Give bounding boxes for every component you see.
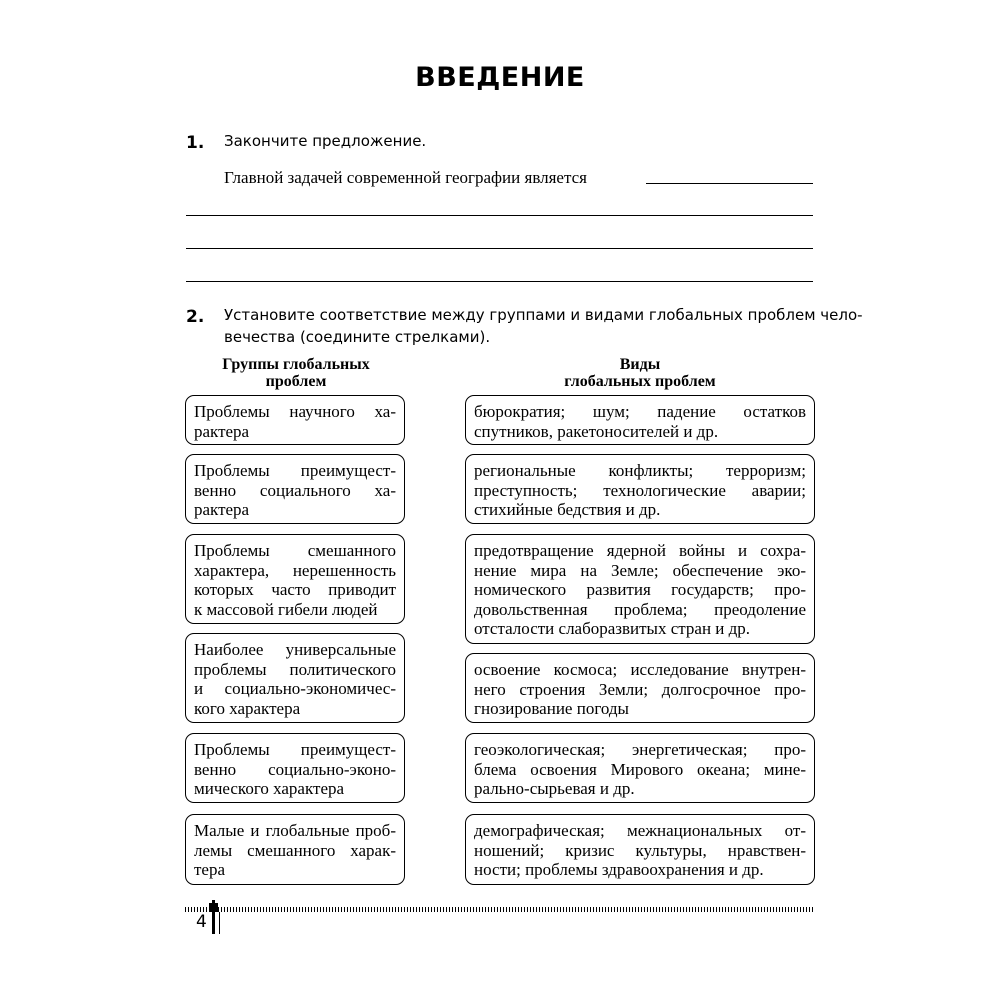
group-line: кого характера [194, 698, 301, 718]
type-line: блема освоения Мирового океана; мине- [474, 759, 806, 779]
group-line: рактера [194, 421, 250, 441]
type-box-5[interactable] [465, 733, 815, 803]
page-marker-thin-bar [219, 912, 220, 934]
group-line: Малые и глобальные проб- [194, 821, 396, 840]
group-line: тера [194, 860, 226, 879]
right-column-header [465, 356, 815, 390]
page-marker-square [209, 903, 218, 912]
group-line: Проблемы преимущест- [194, 461, 396, 480]
type-line: гнозирование погоды [474, 699, 629, 718]
type-line: довольственная проблема; преодоление [474, 599, 806, 619]
type-line: рально-сырьевая и др. [474, 779, 635, 798]
group-line: лемы смешанного харак- [194, 840, 396, 860]
type-line: ности; проблемы здравоохранения и др. [474, 860, 764, 879]
type-box-1[interactable] [465, 395, 815, 445]
group-line: Проблемы научного ха- [194, 402, 396, 421]
type-line: освоение космоса; исследование внутрен- [474, 660, 806, 679]
question-1-sentence: Главной задачей современной географии является [224, 168, 587, 187]
right-header-line: глобальных проблем [564, 373, 716, 390]
type-line: номического развития государств; про- [474, 580, 806, 599]
type-line: региональные конфликты; терроризм; [474, 461, 806, 480]
type-line: геоэкологическая; энергетическая; про- [474, 740, 806, 759]
answer-line-2[interactable] [186, 215, 813, 216]
left-header-line: Группы глобальных [222, 356, 370, 373]
group-line: Наиболее универсальные [194, 640, 396, 659]
type-line: демографическая; межнациональных от- [474, 821, 806, 840]
group-box-6[interactable] [185, 814, 405, 885]
group-line: рактера [194, 500, 250, 519]
group-line: проблемы политического [194, 659, 396, 679]
answer-line-1[interactable] [646, 183, 813, 184]
group-box-2[interactable] [185, 454, 405, 524]
type-box-2[interactable] [465, 454, 815, 524]
question-2-prompt-line: вечества (соедините стрелками). [224, 328, 491, 346]
question-2-prompt-line: Установите соответствие между группами и видами глобальных проблем чело- [224, 306, 863, 324]
group-box-4[interactable] [185, 633, 405, 723]
question-1-number: 1. [186, 133, 205, 153]
question-1-prompt: Закончите предложение. [224, 132, 427, 150]
group-line: характера, нерешенность [194, 560, 396, 580]
type-line: отсталости слаборазвитых стран и др. [474, 619, 751, 638]
type-line: нение мира на Земле; обеспечение эко- [474, 560, 806, 580]
left-column-header [186, 356, 406, 390]
right-header-line: Виды [619, 356, 661, 373]
left-header-line: проблем [265, 373, 327, 390]
page-title: ВВЕДЕНИЕ [415, 62, 585, 93]
group-line: мического характера [194, 779, 345, 798]
footer-rule [185, 907, 815, 912]
type-line: спутников, ракетоносителей и др. [474, 421, 719, 441]
group-line: к массовой гибели людей [194, 599, 378, 619]
type-line: бюрократия; шум; падение остатков [474, 402, 806, 421]
type-line: стихийные бедствия и др. [474, 500, 661, 519]
group-line: венно социально-эконо- [194, 759, 396, 779]
group-line: и социально-экономичес- [194, 679, 396, 698]
type-box-3[interactable] [465, 534, 815, 644]
group-box-1[interactable] [185, 395, 405, 445]
question-2-number: 2. [186, 307, 205, 327]
page-number: 4 [196, 912, 207, 932]
group-line: Проблемы смешанного [194, 541, 396, 560]
type-line: него строения Земли; долгосрочное про- [474, 679, 806, 699]
type-line: предотвращение ядерной войны и сохра- [474, 541, 806, 560]
question-2-prompt [224, 304, 863, 348]
type-line: преступность; технологические аварии; [474, 480, 806, 500]
type-line: ношений; кризис культуры, нравствен- [474, 840, 806, 860]
group-line: которых часто приводит [194, 580, 396, 599]
type-box-4[interactable] [465, 653, 815, 723]
group-line: Проблемы преимущест- [194, 740, 396, 759]
group-box-3[interactable] [185, 534, 405, 624]
answer-line-3[interactable] [186, 248, 813, 249]
answer-line-4[interactable] [186, 281, 813, 282]
group-box-5[interactable] [185, 733, 405, 803]
type-box-6[interactable] [465, 814, 815, 885]
group-line: венно социального ха- [194, 480, 396, 500]
